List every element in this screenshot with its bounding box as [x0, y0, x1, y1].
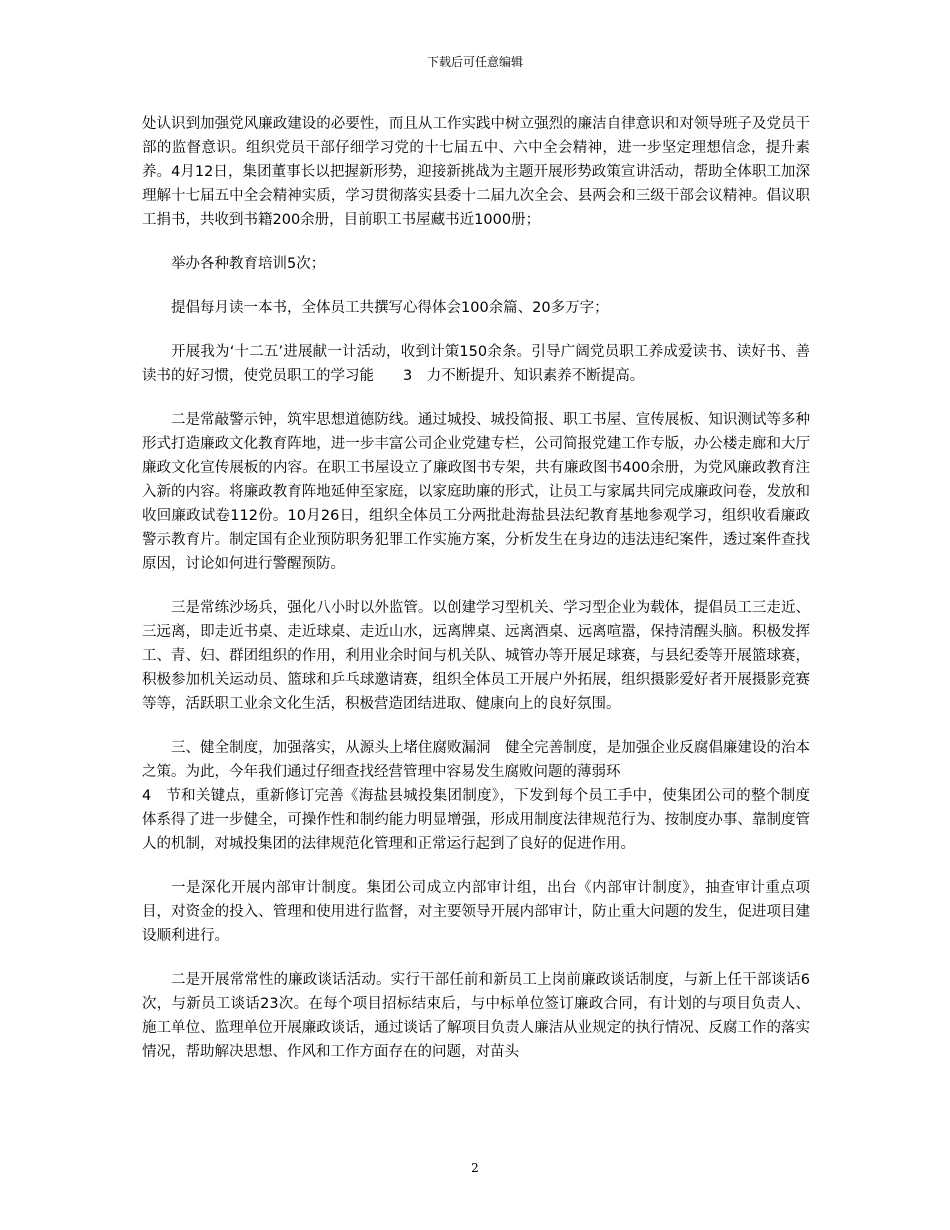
paragraph-reading: 提倡每月读一本书，全体员工共撰写心得体会100余篇、20多万字；: [171, 300, 609, 316]
paragraph-warning: 二是常敲警示钟，筑牢思想道德防线。通过城投、城投简报、职工书屋、宣传展板、知识测试等多种形式打造廉政文化教育阵地，进一步丰富公司企业党建专栏，公司简报党建工作专版，办公楼走廊和大厅廉政文化宣传展板的内容。在职工书屋设立了廉政图书专架，共有廉政图书400余册，为党风廉政教育注入新的内容。将廉政教育阵地延伸至家庭，以家庭助廉的形式，让员工与家属共同完成廉政问卷，发放和收回廉政试卷112份。10月26日，组织全体员工分两批赴海盐县法纪教育基地参观学习，组织收看廉政警示教育片。制定国有企业预防职务犯罪工作实施方案，分析发生在身边的违法违纪案件，透过案件查找原因，讨论如何进行警醒预防。: [142, 412, 810, 572]
paragraph-training: 举办各种教育培训5次；: [171, 256, 326, 272]
paragraph-talks: 二是开展常常性的廉政谈话活动。实行干部任前和新员工上岗前廉政谈话制度，与新上任干部谈话6次，与新员工谈话23次。在每个项目招标结束后，与中标单位签订廉政合同，有计划的与项目负责人、施工单位、监理单位开展廉政谈话，通过谈话了解项目负责人廉洁从业规定的执行情况、反腐工作的落实情况，帮助解决思想、作风和工作方面存在的问题，对苗头: [142, 972, 810, 1060]
document-body: [142, 112, 810, 1064]
paragraph-supervision: 三是常练沙场兵，强化八小时以外监管。以创建学习型机关、学习型企业为载体，提倡员工三走近、三远离，即走近书桌、走近球桌、走近山水，远离牌桌、远离酒桌、远离喧嚣，保持清醒头脑。积极发挥工、青、妇、群团组织的作用，利用业余时间与机关队、城管办等开展足球赛，与县纪委等开展篮球赛，积极参加机关运动员、篮球和乒乓球邀请赛，组织全体员工开展户外拓展，组织摄影爱好者开展摄影竞赛等等，活跃职工业余文化生活，积极营造团结进取、健康向上的良好氛围。: [142, 600, 810, 712]
page-number: 2: [471, 1161, 479, 1175]
page-header: 下载后可任意编辑: [426, 55, 523, 69]
paragraph-audit: 一是深化开展内部审计制度。集团公司成立内部审计组，出台《内部审计制度》，抽查审计重点项目，对资金的投入、管理和使用进行监督，对主要领导开展内部审计，防止重大问题的发生，促进项目建设顺利进行。: [142, 880, 810, 944]
paragraph-continued: 处认识到加强党风廉政建设的必要性，而且从工作实践中树立强烈的廉洁自律意识和对领导班子及党员干部的监督意识。组织党员干部仔细学习党的十七届五中、六中全会精神，进一步坚定理想信念，提升素养。4月12日，集团董事长以把握新形势，迎接新挑战为主题开展形势政策宣讲活动，帮助全体职工加深理解十七届五中全会精神实质，学习贯彻落实县委十二届九次全会、县两会和三级干部会议精神。倡议职工捐书，共收到书籍200余册，目前职工书屋藏书近1000册；: [142, 116, 810, 228]
paragraph-system-body: 4 节和关键点，重新修订完善《海盐县城投集团制度》，下发到每个员工手中，使集团公司的整个制度体系得了进一步健全，可操作性和制约能力明显增强，形成用制度法律规范行为、按制度办事、靠制度管人的机制，对城投集团的法律规范化管理和正常运行起到了良好的促进作用。: [142, 788, 810, 852]
paragraph-system-heading: 三、健全制度，加强落实，从源头上堵住腐败漏洞 健全完善制度，是加强企业反腐倡廉建设的治本之策。为此，今年我们通过仔细查找经营管理中容易发生腐败问题的薄弱环: [142, 740, 810, 780]
paragraph-suggestions: 开展我为‘十二五’进展献一计活动，收到计策150余条。引导广阔党员职工养成爱读书、读好书、善读书的好习惯，使党员职工的学习能 3 力不断提升、知识素养不断提高。: [142, 344, 810, 384]
